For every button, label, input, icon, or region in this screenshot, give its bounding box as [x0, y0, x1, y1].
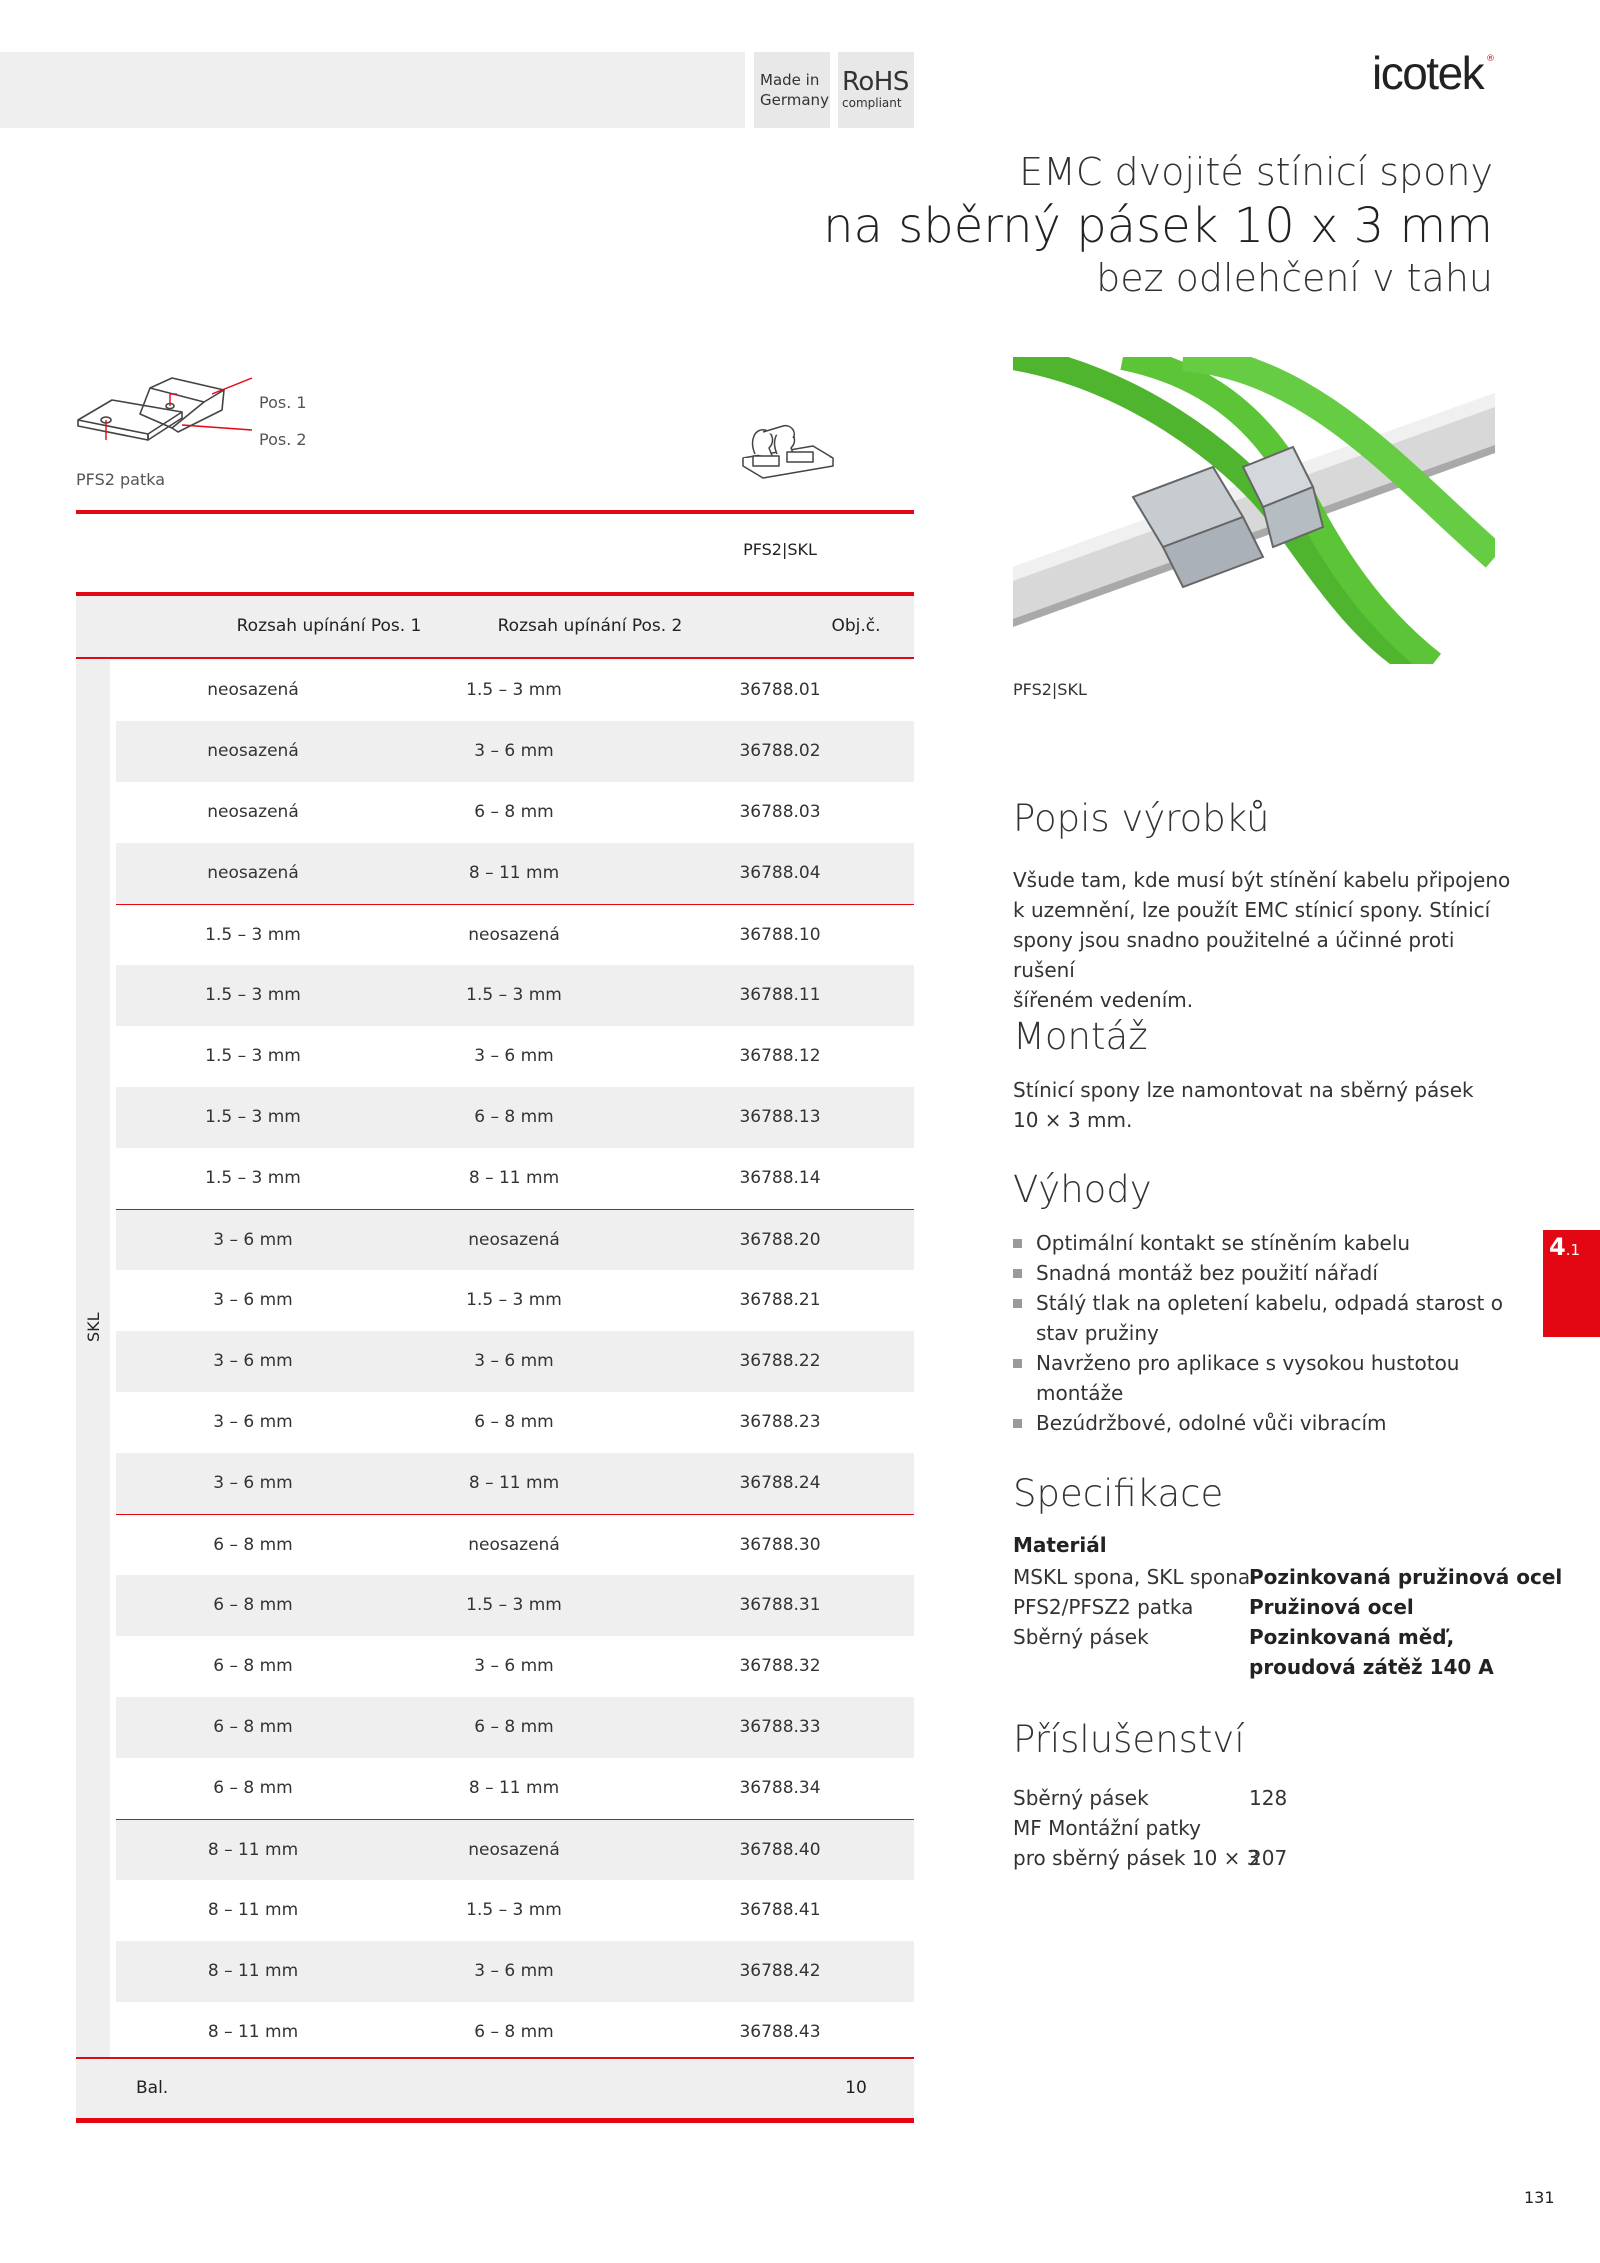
- table-row: [116, 1331, 914, 1392]
- order-number-cell: 36788.23: [739, 1412, 821, 1432]
- order-number-cell: 36788.34: [739, 1778, 821, 1798]
- order-number-cell: 36788.12: [739, 1046, 821, 1066]
- clamp-pos-2-cell: 8 – 11 mm: [468, 863, 560, 883]
- table-row: [116, 1453, 914, 1514]
- clamp-pos-2-cell: 1.5 – 3 mm: [466, 680, 562, 700]
- clamp-pos-1-cell: neosazená: [207, 863, 299, 883]
- clamp-pos-2-cell: 1.5 – 3 mm: [466, 1290, 562, 1310]
- section-tab[interactable]: [1543, 1230, 1600, 1337]
- accessory-name: Sběrný pásek: [1013, 1786, 1149, 1810]
- pos-2-label: Pos. 2: [259, 430, 307, 449]
- clamp-pos-2-cell: 3 – 6 mm: [474, 1351, 554, 1371]
- order-number-cell: 36788.02: [739, 741, 821, 761]
- table-body: [116, 660, 914, 2063]
- clamp-pos-2-cell: 6 – 8 mm: [474, 1717, 554, 1737]
- specs-table: [1013, 1562, 1563, 1682]
- clamp-pos-1-cell: 6 – 8 mm: [213, 1595, 293, 1615]
- order-number-cell: 36788.31: [739, 1595, 821, 1615]
- header-clamp-pos-2: Rozsah upínání Pos. 2: [497, 616, 683, 636]
- clamp-pos-2-cell: 1.5 – 3 mm: [466, 1595, 562, 1615]
- clamp-pos-2-cell: 3 – 6 mm: [474, 741, 554, 761]
- order-number-cell: 36788.32: [739, 1656, 821, 1676]
- order-number-cell: 36788.24: [739, 1473, 821, 1493]
- order-number-cell: 36788.01: [739, 680, 821, 700]
- table-row: [116, 1392, 914, 1453]
- clamp-pos-2-cell: 3 – 6 mm: [474, 1656, 554, 1676]
- table-row: [116, 721, 914, 782]
- advantage-item: Navrženo pro aplikace s vysokou hustotou montáže: [1013, 1348, 1513, 1408]
- order-number-cell: 36788.22: [739, 1351, 821, 1371]
- clamp-pos-1-cell: 3 – 6 mm: [213, 1412, 293, 1432]
- accessory-name: pro sběrný pásek 10 × 3: [1013, 1846, 1260, 1870]
- accessories-heading: Příslušenství: [1013, 1718, 1245, 1761]
- order-number-cell: 36788.10: [739, 925, 821, 945]
- table-top-rule: [76, 510, 914, 514]
- table-row: [116, 965, 914, 1026]
- table-header: [76, 596, 914, 658]
- advantage-item: Bezúdržbové, odolné vůči vibracím: [1013, 1408, 1513, 1438]
- packaging-label: Bal.: [136, 2078, 169, 2098]
- mounting-text: [1013, 1075, 1513, 1135]
- order-number-cell: 36788.41: [739, 1900, 821, 1920]
- order-number-cell: 36788.20: [739, 1230, 821, 1250]
- table-footer: [76, 2060, 914, 2118]
- table-row: [116, 1026, 914, 1087]
- description-line: Všude tam, kde musí být stínění kabelu připojeno: [1013, 868, 1511, 892]
- spec-value: Pozinkovaná pružinová ocel: [1249, 1565, 1563, 1589]
- description-line: šířeném vedením.: [1013, 988, 1194, 1012]
- clamp-pos-2-cell: 1.5 – 3 mm: [466, 985, 562, 1005]
- table-row: [116, 1636, 914, 1697]
- accessory-page: 128: [1249, 1786, 1288, 1810]
- order-number-cell: 36788.11: [739, 985, 821, 1005]
- clamp-pos-2-cell: 3 – 6 mm: [474, 1046, 554, 1066]
- clamp-pos-1-cell: 3 – 6 mm: [213, 1230, 293, 1250]
- spec-key: MSKL spona, SKL spona: [1013, 1565, 1251, 1589]
- table-row: [116, 1209, 914, 1270]
- table-row: [116, 1575, 914, 1636]
- pos-1-label: Pos. 1: [259, 393, 307, 412]
- clamp-pos-2-cell: 6 – 8 mm: [474, 1107, 554, 1127]
- order-number-cell: 36788.42: [739, 1961, 821, 1981]
- table-row: [116, 1697, 914, 1758]
- product-photo: [1013, 357, 1495, 664]
- advantage-item: Stálý tlak na opletení kabelu, odpadá starost o stav pružiny: [1013, 1288, 1513, 1348]
- made-in-line-2: Germany: [760, 91, 829, 109]
- table-row: [116, 904, 914, 965]
- page-title-line-1: EMC dvojité stínicí spony: [1019, 150, 1493, 194]
- rohs-badge: [838, 52, 914, 128]
- clamp-pos-1-cell: 1.5 – 3 mm: [205, 1107, 301, 1127]
- clamp-pos-1-cell: 8 – 11 mm: [207, 1840, 299, 1860]
- table-row: [116, 1819, 914, 1880]
- clamp-pos-1-cell: neosazená: [207, 680, 299, 700]
- header-bar: [0, 52, 745, 128]
- clamp-pos-1-cell: 8 – 11 mm: [207, 2022, 299, 2042]
- clamp-pos-1-cell: 1.5 – 3 mm: [205, 925, 301, 945]
- clamp-pos-1-cell: neosazená: [207, 802, 299, 822]
- page-title-line-3: bez odlehčení v tahu: [1096, 256, 1493, 300]
- mounting-line: 10 × 3 mm.: [1013, 1108, 1133, 1132]
- registered-mark: ®: [1486, 54, 1495, 64]
- clamp-pos-1-cell: 1.5 – 3 mm: [205, 1168, 301, 1188]
- pfs2-base-caption: PFS2 patka: [76, 470, 166, 489]
- section-number: 4: [1549, 1233, 1566, 1261]
- product-column-title: PFS2|SKL: [743, 540, 817, 559]
- icotek-logo: icotek: [1372, 47, 1484, 99]
- advantage-item: Optimální kontakt se stíněním kabelu: [1013, 1228, 1513, 1258]
- clamp-pos-2-cell: 6 – 8 mm: [474, 1412, 554, 1432]
- order-number-cell: 36788.13: [739, 1107, 821, 1127]
- made-in-line-1: Made in: [760, 71, 820, 89]
- description-text: [1013, 865, 1513, 1015]
- order-number-cell: 36788.04: [739, 863, 821, 883]
- table-footer-rule: [76, 2057, 914, 2059]
- clamp-pos-2-cell: 8 – 11 mm: [468, 1473, 560, 1493]
- clamp-pos-2-cell: neosazená: [468, 1840, 560, 1860]
- specs-heading: Specifikace: [1013, 1472, 1224, 1515]
- order-number-cell: 36788.30: [739, 1535, 821, 1555]
- order-number-cell: 36788.33: [739, 1717, 821, 1737]
- clamp-pos-1-cell: 3 – 6 mm: [213, 1473, 293, 1493]
- clamp-pos-1-cell: 6 – 8 mm: [213, 1717, 293, 1737]
- clamp-pos-2-cell: 6 – 8 mm: [474, 2022, 554, 2042]
- clamp-pos-1-cell: 6 – 8 mm: [213, 1656, 293, 1676]
- table-row: [116, 1148, 914, 1209]
- spec-key: PFS2/PFSZ2 patka: [1013, 1595, 1194, 1619]
- accessory-page: 207: [1249, 1846, 1288, 1870]
- clamp-pos-1-cell: 8 – 11 mm: [207, 1961, 299, 1981]
- clamp-pos-2-cell: neosazená: [468, 1230, 560, 1250]
- description-line: spony jsou snadno použitelné a účinné proti rušení: [1013, 928, 1455, 982]
- group-label-skl: SKL: [84, 1312, 103, 1342]
- order-number-cell: 36788.21: [739, 1290, 821, 1310]
- rohs-label: RoHS: [842, 67, 909, 97]
- clamp-pos-2-cell: 8 – 11 mm: [468, 1168, 560, 1188]
- clamp-pos-1-cell: 1.5 – 3 mm: [205, 985, 301, 1005]
- advantages-heading: Výhody: [1013, 1168, 1152, 1211]
- description-line: k uzemnění, lze použít EMC stínicí spony. Stínicí: [1013, 898, 1491, 922]
- order-number-cell: 36788.03: [739, 802, 821, 822]
- spec-value: Pružinová ocel: [1249, 1595, 1414, 1619]
- photo-caption: PFS2|SKL: [1013, 680, 1087, 699]
- order-number-cell: 36788.43: [739, 2022, 821, 2042]
- clamp-pos-2-cell: 8 – 11 mm: [468, 1778, 560, 1798]
- spec-value: proudová zátěž 140 A: [1249, 1655, 1494, 1679]
- clamp-pos-1-cell: 3 – 6 mm: [213, 1351, 293, 1371]
- table-row: [116, 1087, 914, 1148]
- specs-material-heading: Materiál: [1013, 1533, 1107, 1557]
- table-row: [116, 2002, 914, 2063]
- mounting-heading: Montáž: [1013, 1015, 1148, 1058]
- clamp-pos-1-cell: 6 – 8 mm: [213, 1535, 293, 1555]
- advantages-list: [1013, 1228, 1513, 1438]
- made-in-germany-badge: [754, 52, 830, 128]
- table-row: [116, 1941, 914, 2002]
- order-number-cell: 36788.40: [739, 1840, 821, 1860]
- clamp-pos-1-cell: 6 – 8 mm: [213, 1778, 293, 1798]
- header-clamp-pos-1: Rozsah upínání Pos. 1: [236, 616, 422, 636]
- table-bottom-rule: [76, 2118, 914, 2123]
- skl-clip-icon: [733, 418, 843, 492]
- accessories-table: [1013, 1783, 1533, 1873]
- product-photo-illustration: [1013, 357, 1495, 664]
- order-number-cell: 36788.14: [739, 1168, 821, 1188]
- accessory-name: MF Montážní patky: [1013, 1816, 1201, 1840]
- table-row: [116, 1270, 914, 1331]
- table-row: [116, 782, 914, 843]
- packaging-value: 10: [845, 2078, 867, 2098]
- clamp-pos-1-cell: 8 – 11 mm: [207, 1900, 299, 1920]
- advantage-item: Snadná montáž bez použití nářadí: [1013, 1258, 1513, 1288]
- page-number: 131: [1524, 2188, 1555, 2207]
- table-row: [116, 660, 914, 721]
- table-body-rule: [76, 657, 914, 659]
- clamp-pos-1-cell: 1.5 – 3 mm: [205, 1046, 301, 1066]
- spec-value: Pozinkovaná měď,: [1249, 1625, 1455, 1649]
- clamp-pos-2-cell: 6 – 8 mm: [474, 802, 554, 822]
- header-order-number: Obj.č.: [831, 616, 881, 636]
- clamp-pos-1-cell: 3 – 6 mm: [213, 1290, 293, 1310]
- table-row: [116, 1758, 914, 1819]
- clamp-pos-2-cell: neosazená: [468, 1535, 560, 1555]
- clamp-pos-2-cell: 3 – 6 mm: [474, 1961, 554, 1981]
- description-heading: Popis výrobků: [1013, 797, 1270, 840]
- table-row: [116, 843, 914, 904]
- page-title-line-2: na sběrný pásek 10 x 3 mm: [823, 198, 1493, 254]
- table-row: [116, 1880, 914, 1941]
- clamp-pos-1-cell: neosazená: [207, 741, 299, 761]
- mounting-line: Stínicí spony lze namontovat na sběrný pásek: [1013, 1078, 1474, 1102]
- section-subnumber: .1: [1565, 1241, 1581, 1259]
- table-row: [116, 1514, 914, 1575]
- rohs-sublabel: compliant: [842, 96, 902, 110]
- clamp-pos-2-cell: 1.5 – 3 mm: [466, 1900, 562, 1920]
- clamp-pos-2-cell: neosazená: [468, 925, 560, 945]
- spec-key: Sběrný pásek: [1013, 1625, 1149, 1649]
